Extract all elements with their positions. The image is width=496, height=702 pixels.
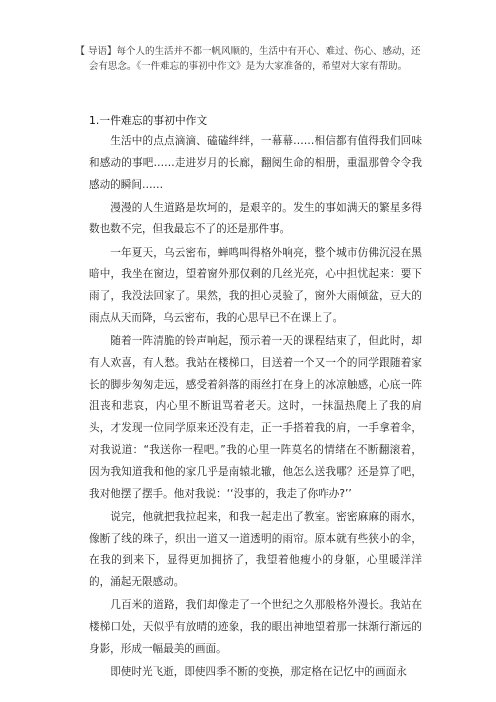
article-paragraph: 几百米的道路，我们却像走了一个世纪之久那般格外漫长。我站在楼梯口处，天似乎有放晴的迹象，我的眼出神地望着那一抹渐行渐远的身影，形成一幅最美的画面。: [89, 599, 422, 655]
article-paragraph: 漫漫的人生道路是坎坷的，是艰辛的。发生的事如满天的繁星多得数也数不完，但我最忘不了的还是那件事。: [89, 201, 422, 236]
guide-paragraph: 【 导语】每个人的生活并不都一帆风顺的，生活中有开心、难过、伤心、感动，还会有思念。《一件难忘的事初中作文》是为大家准备的，希望对大家有帮助。: [75, 46, 421, 72]
article-paragraph: 即使时光飞逝，即使四季不断的变换，那定格在记忆中的画面永: [110, 665, 407, 678]
article-title: 1.一件难忘的事初中作文: [89, 114, 208, 127]
article-paragraph: 随着一阵清脆的铃声响起，预示着一天的课程结束了，但此时，却有人欢喜，有人愁。我站在楼梯口，目送着一个又一个的同学跟随着家长的脚步匆匆走远，感受着斜落的雨丝打在身上的冰凉触感，心底一阵沮丧和悲哀，内心里不断诅骂着老天。这时，一抹温热爬上了我的肩头，才发现一位同学原来还没有走，正一手搭着我的肩，一手拿着伞，对我说道：“我送你一程吧。”我的心里一阵莫名的情绪在不断翻滚着，因为我知道我和他的家几乎是南辕北辙，他怎么送我哪？还是算了吧，我对他摆了摆手。他对我说：‘‘没事的，我走了你咋办?’’: [89, 335, 422, 500]
article-paragraph: 生活中的点点滴滴、磕磕绊绊，一幕幕……相信都有值得我们回味和感动的事吧……走进岁月的长廊，翻阅生命的相册，重温那曾令令我感动的瞬间……: [89, 135, 422, 191]
article-body: [89, 131, 422, 685]
article-paragraph: 说完，他就把我拉起来，和我一起走出了教室。密密麻麻的雨水，像断了线的珠子，织出一道又一道透明的雨帘。原本就有些狭小的伞，在我的到来下，显得更加拥挤了，我望着他瘦小的身躯，心里暖洋洋的，涌起无限感动。: [89, 510, 422, 589]
article-paragraph: 一年夏天，乌云密布，蝉鸣叫得格外响亮，整个城市仿佛沉浸在黑暗中，我坐在窗边，望着窗外那仅剩的几丝光亮，心中担忧起来：要下雨了，我没法回家了。果然，我的担心灵验了，窗外大雨倾盆，豆大的雨点从天而降，乌云密布，我的心思早已不在课上了。: [89, 246, 422, 324]
